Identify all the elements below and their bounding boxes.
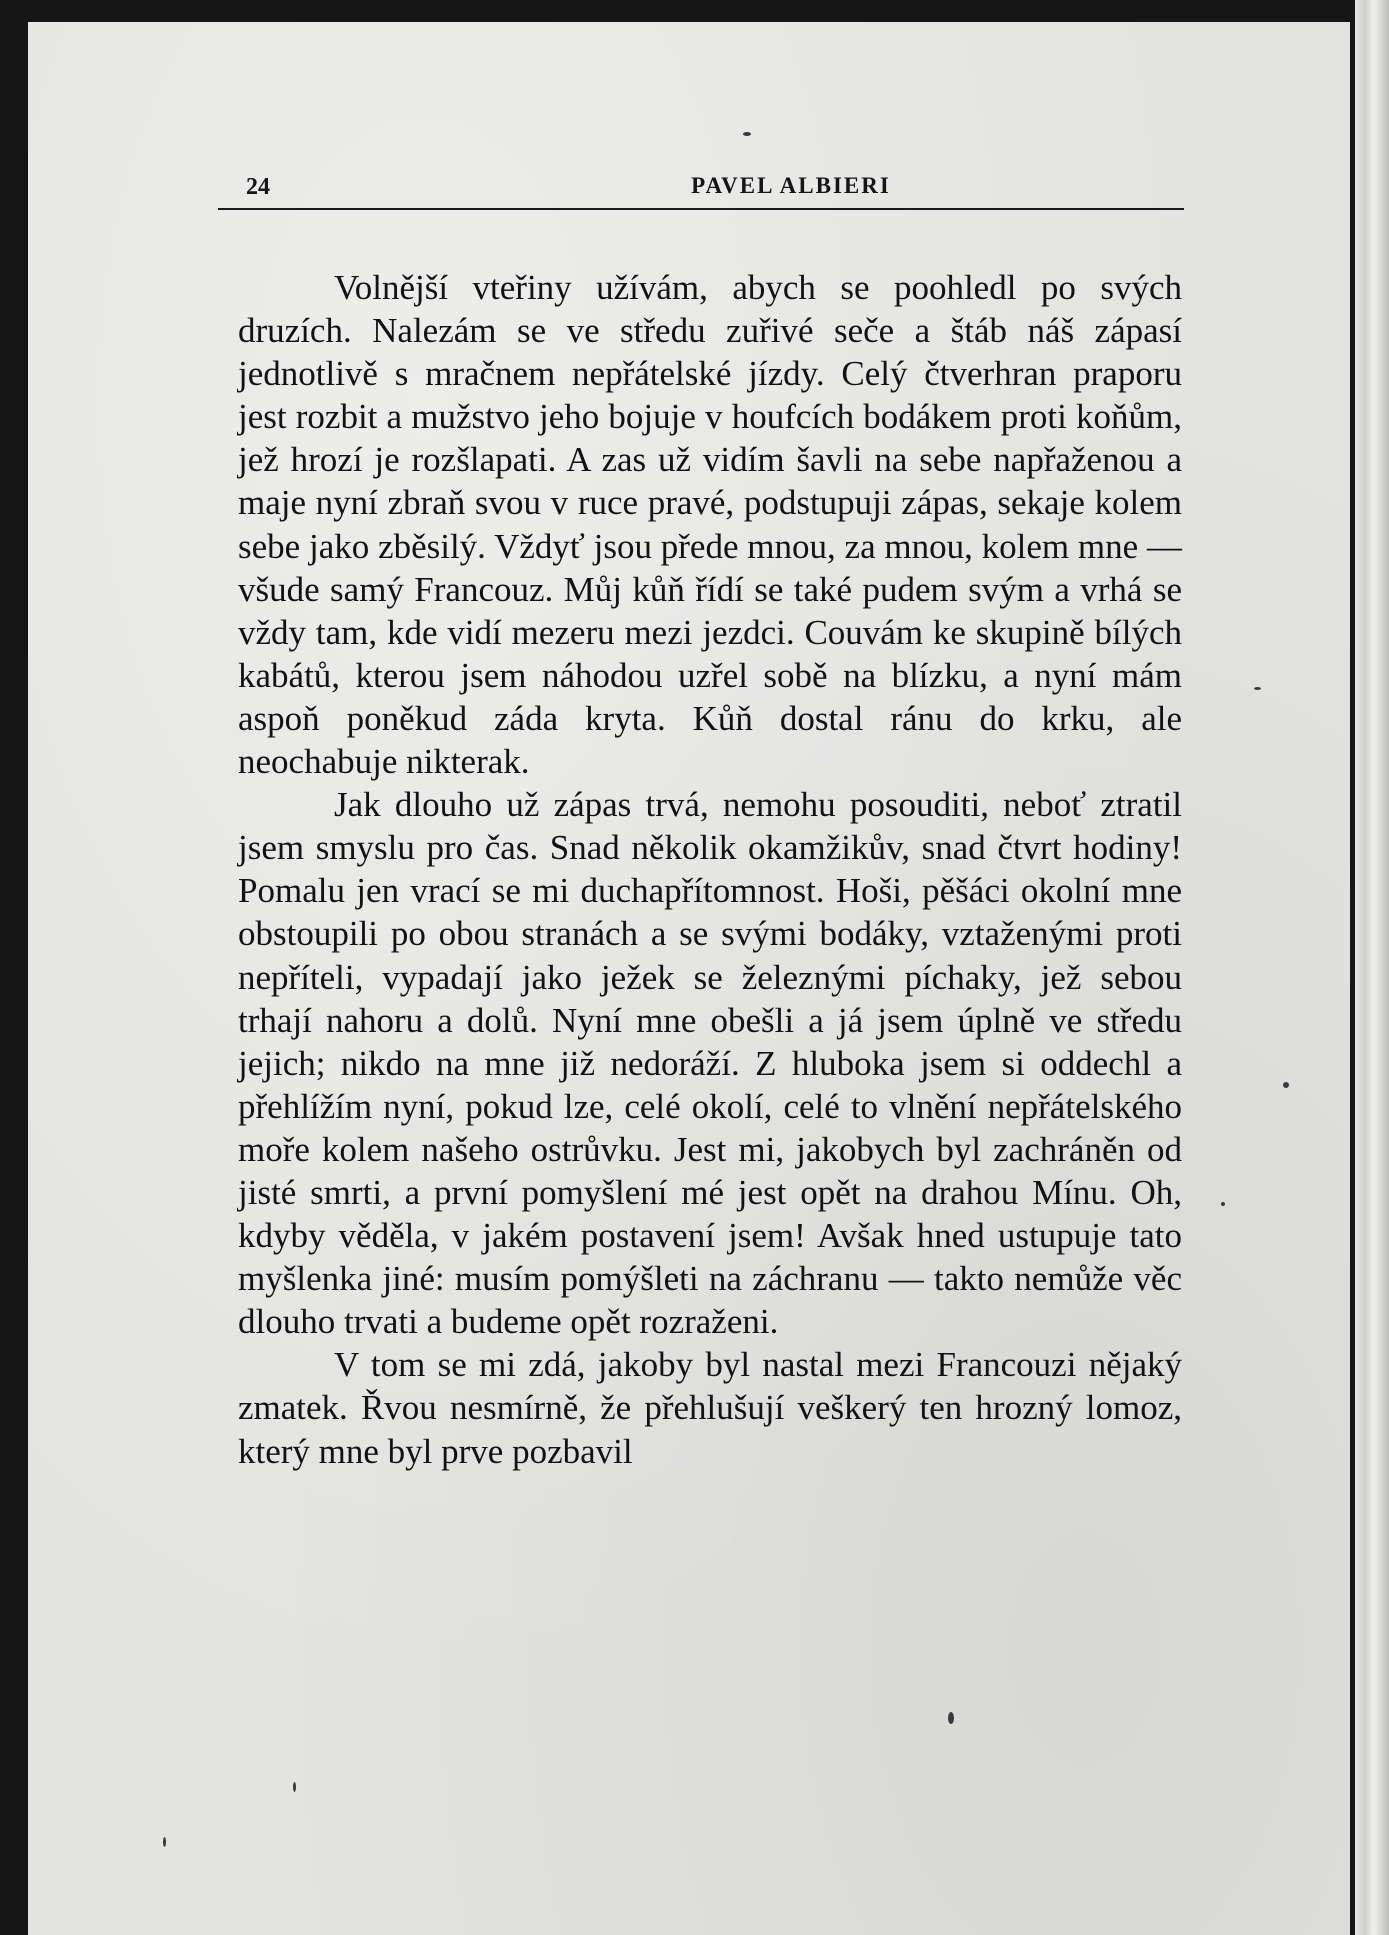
ink-speck <box>1283 1082 1289 1088</box>
ink-speck <box>948 1712 954 1724</box>
ink-speck <box>293 1782 296 1792</box>
ink-speck <box>743 132 751 136</box>
body-text <box>238 266 1182 1473</box>
page-header <box>218 168 1184 210</box>
running-head: PAVEL ALBIERI <box>691 173 891 198</box>
paragraph: Volnější vteřiny užívám, abych se poohledl po svých druzích. Nalezám se ve středu zuřivé seče a štáb náš zápasí jednotlivě s mračnem nepřátelské jízdy. Celý čtverhran praporu jest rozbit a mužstvo jeho bojuje v houfcích bodákem proti koňům, jež hrozí je rozšlapati. A zas už vidím šavli na sebe napřaženou a maje nyní zbraň svou v ruce pravé, podstupuji zápas, sekaje kolem sebe jako zběsilý. Vždyť jsou přede mnou, za mnou, kolem mne — všude samý Francouz. Můj kůň řídí se také pudem svým a vrhá se vždy tam, kde vidí mezeru mezi jezdci. Couvám ke skupině bílých kabátů, kterou jsem náhodou uzřel sobě na blízku, a nyní mám aspoň poněkud záda kryta. Kůň dostal ránu do krku, ale neochabuje nikterak. <box>238 268 1182 782</box>
paragraph: V tom se mi zdá, jakoby byl nastal mezi Francouzi nějaký zmatek. Řvou nesmírně, že přehlušují veškerý ten hrozný lomoz, který mne byl prve pozbavil <box>238 1345 1182 1471</box>
ink-speck <box>1221 1202 1225 1206</box>
page-number: 24 <box>246 174 270 200</box>
page-edge-shadow <box>1355 0 1389 1935</box>
paragraph: Jak dlouho už zápas trvá, nemohu posouditi, neboť ztratil jsem smyslu pro čas. Snad několik okamžikův, snad čtvrt hodiny! Pomalu jen vrací se mi duchapřítomnost. Hoši, pěšáci okolní mne obstoupili po obou stranách a se svými bodáky, vztaženými proti nepříteli, vypadají jako ježek se železnými píchaky, jež sebou trhají nahoru a dolů. Nyní mne obešli a já jsem úplně ve středu jejich; nikdo na mne již nedoráží. Z hluboka jsem si oddechl a přehlížím nyní, pokud lze, celé okolí, celé to vlnění nepřátelského moře kolem našeho ostrůvku. Jest mi, jakobych byl zachráněn od jisté smrti, a první pomyšlení mé jest opět na drahou Mínu. Oh, kdyby věděla, v jakém postavení jsem! Avšak hned ustupuje tato myšlenka jiné: musím pomýšleti na záchranu — takto nemůže věc dlouho trvati a budeme opět rozraženi. <box>238 785 1182 1342</box>
ink-speck <box>1254 687 1261 690</box>
ink-speck <box>163 1837 166 1847</box>
